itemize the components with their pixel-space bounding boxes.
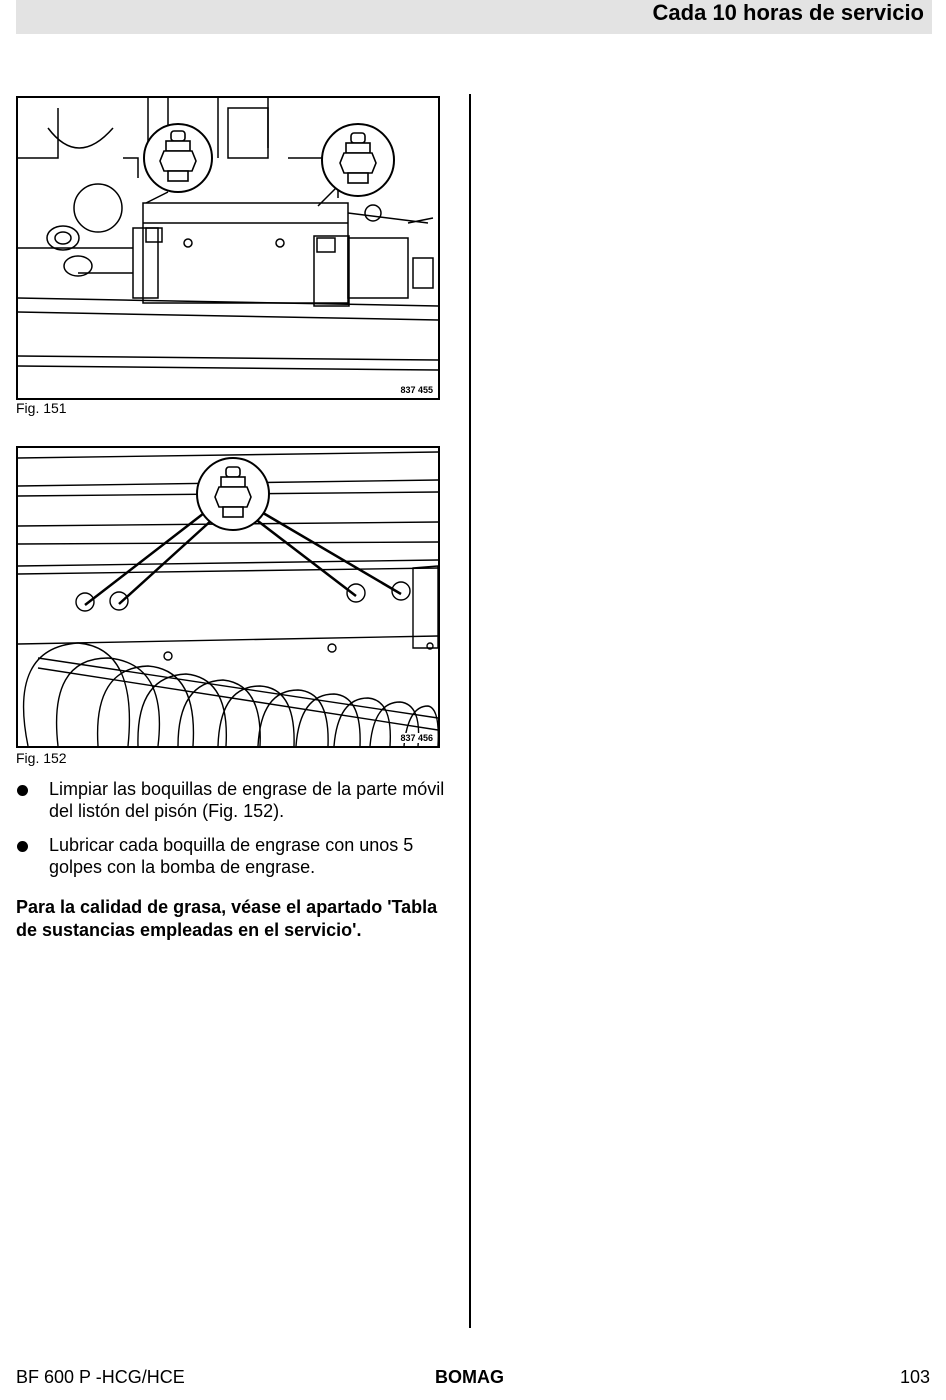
- figure-caption: Fig. 152: [16, 750, 67, 766]
- list-item-text: Limpiar las boquillas de engrase de la parte móvil del listón del pisón (Fig. 152).: [49, 779, 445, 821]
- grease-quality-note: Para la calidad de grasa, véase el apartado 'Tabla de sustancias empleadas en el servicio'.: [16, 897, 438, 940]
- footer-model: BF 600 P -HCG/HCE: [16, 1367, 185, 1387]
- list-item: [16, 778, 446, 822]
- page-number: 103: [899, 1367, 930, 1387]
- page-title: Cada 10 horas de servicio: [652, 0, 924, 25]
- figure-code: 837 455: [400, 385, 433, 395]
- header-bar: [16, 0, 932, 34]
- tamper-bar-illustration: [18, 448, 438, 746]
- figure-caption: Fig. 151: [16, 400, 67, 416]
- list-item: [16, 834, 446, 878]
- footer-brand: BOMAG: [435, 1367, 504, 1387]
- figure-152: [16, 446, 440, 748]
- grease-nipple-engine-illustration: [18, 98, 438, 398]
- bullet-icon: [17, 785, 28, 796]
- instruction-list: [16, 778, 446, 890]
- list-item-text: Lubricar cada boquilla de engrase con unos 5 golpes con la bomba de engrase.: [49, 835, 414, 877]
- column-divider: [469, 94, 471, 1328]
- bullet-icon: [17, 841, 28, 852]
- figure-code: 837 456: [400, 733, 433, 743]
- figure-151: [16, 96, 440, 400]
